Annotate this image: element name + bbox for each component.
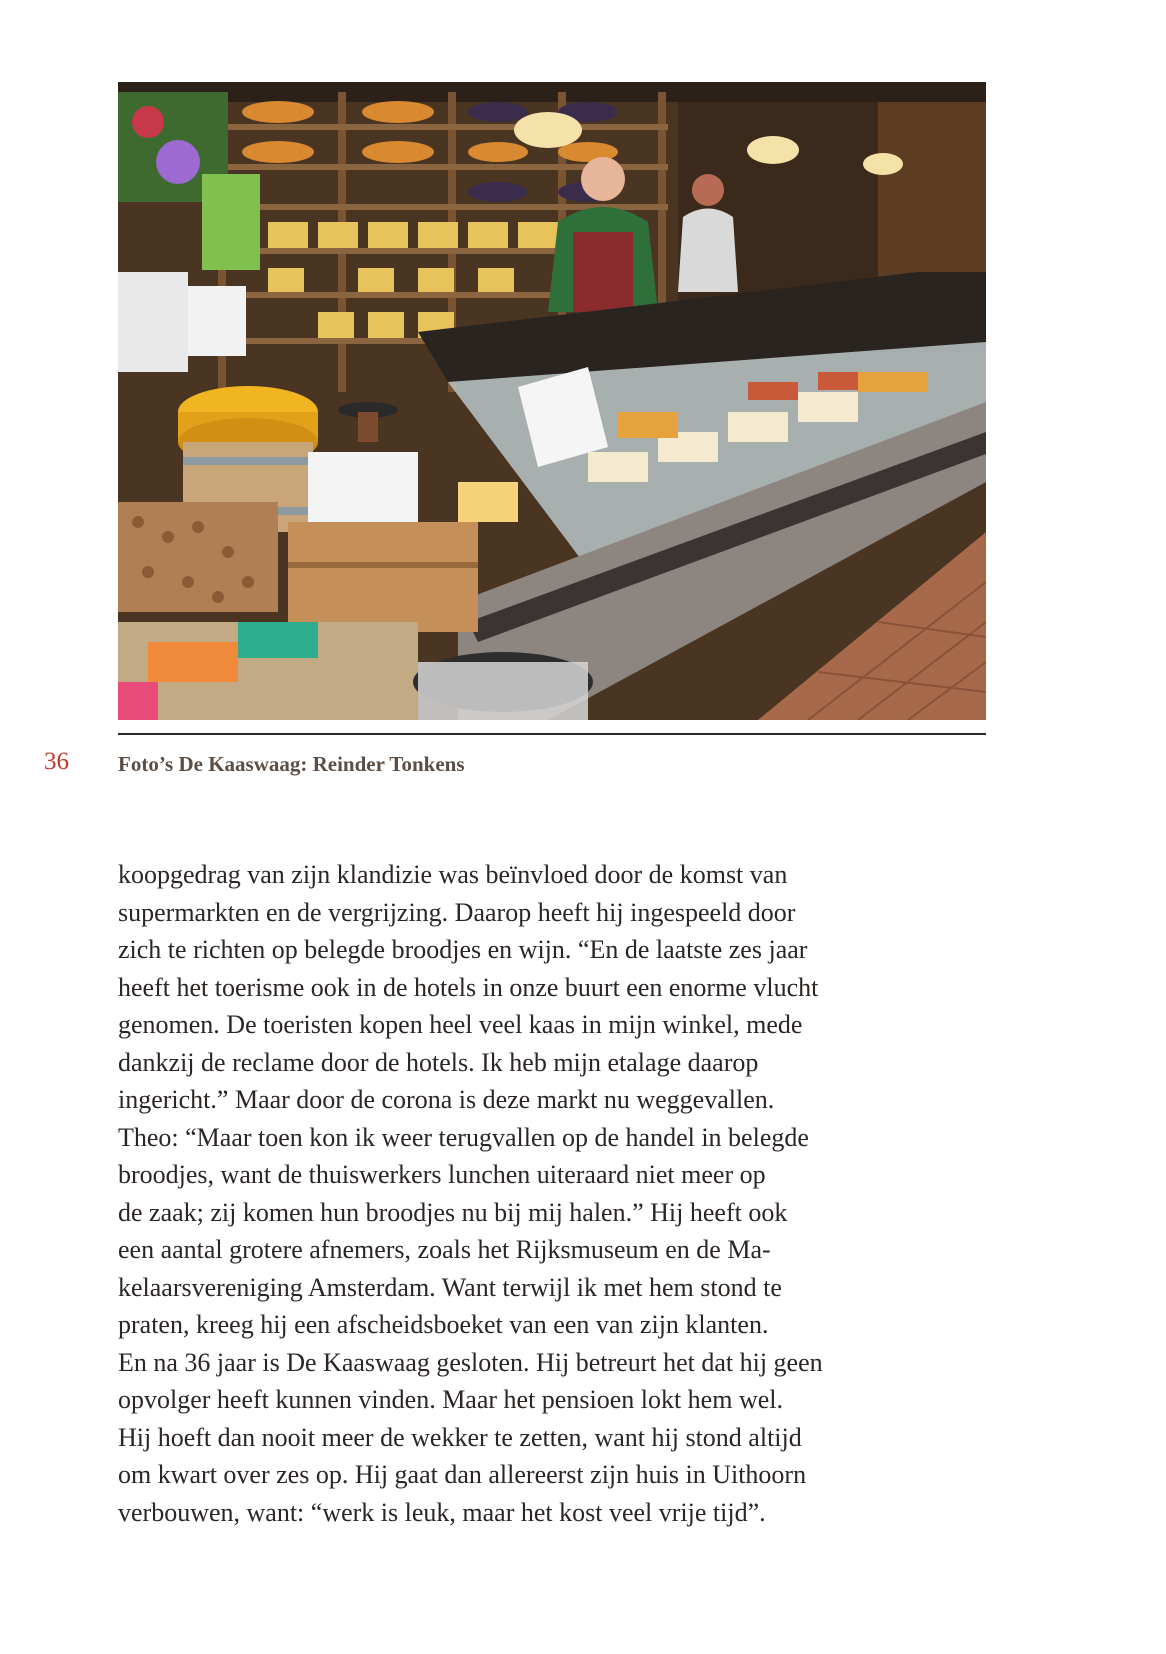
body-line: Theo: “Maar toen kon ik weer terugvallen op de handel in belegde xyxy=(118,1122,809,1152)
body-line: broodjes, want de thuiswerkers lunchen uiteraard niet meer op xyxy=(118,1160,766,1189)
body-line: genomen. De toeristen kopen heel veel kaas in mijn winkel, mede xyxy=(118,1010,803,1039)
body-text xyxy=(118,856,998,1531)
body-line: een aantal grotere afnemers, zoals het Rijksmuseum en de Ma- xyxy=(118,1235,771,1264)
body-line: praten, kreeg hij een afscheidsboeket van een van zijn klanten. xyxy=(118,1310,769,1339)
body-line: heeft het toerisme ook in de hotels in onze buurt een enorme vlucht xyxy=(118,972,819,1002)
body-line: Hij hoeft dan nooit meer de wekker te zetten, want hij stond altijd xyxy=(118,1422,802,1452)
page-number: 36 xyxy=(44,748,69,775)
body-line: kelaarsvereniging Amsterdam. Want terwijl ik met hem stond te xyxy=(118,1272,782,1302)
caption-rule xyxy=(118,733,986,735)
body-line: verbouwen, want: “werk is leuk, maar het kost veel vrije tijd”. xyxy=(118,1497,766,1527)
body-line: opvolger heeft kunnen vinden. Maar het pensioen lokt hem wel. xyxy=(118,1385,783,1414)
body-line: de zaak; zij komen hun broodjes nu bij mij halen.” Hij heeft ook xyxy=(118,1197,788,1227)
body-line: En na 36 jaar is De Kaaswaag gesloten. Hij betreurt het dat hij geen xyxy=(118,1347,823,1377)
body-line: zich te richten op belegde broodjes en wijn. “En de laatste zes jaar xyxy=(118,935,808,964)
body-line: om kwart over zes op. Hij gaat dan allereerst zijn huis in Uithoorn xyxy=(118,1460,807,1489)
photo-caption: Foto’s De Kaaswaag: Reinder Tonkens xyxy=(118,752,465,776)
body-line: ingericht.” Maar door de corona is deze markt nu weggevallen. xyxy=(118,1085,775,1114)
body-line: dankzij de reclame door de hotels. Ik heb mijn etalage daarop xyxy=(118,1047,759,1077)
cheese-shop-photo xyxy=(118,82,986,720)
body-line: koopgedrag van zijn klandizie was beïnvloed door de komst van xyxy=(118,860,788,889)
body-line: supermarkten en de vergrijzing. Daarop heeft hij ingespeeld door xyxy=(118,897,796,927)
